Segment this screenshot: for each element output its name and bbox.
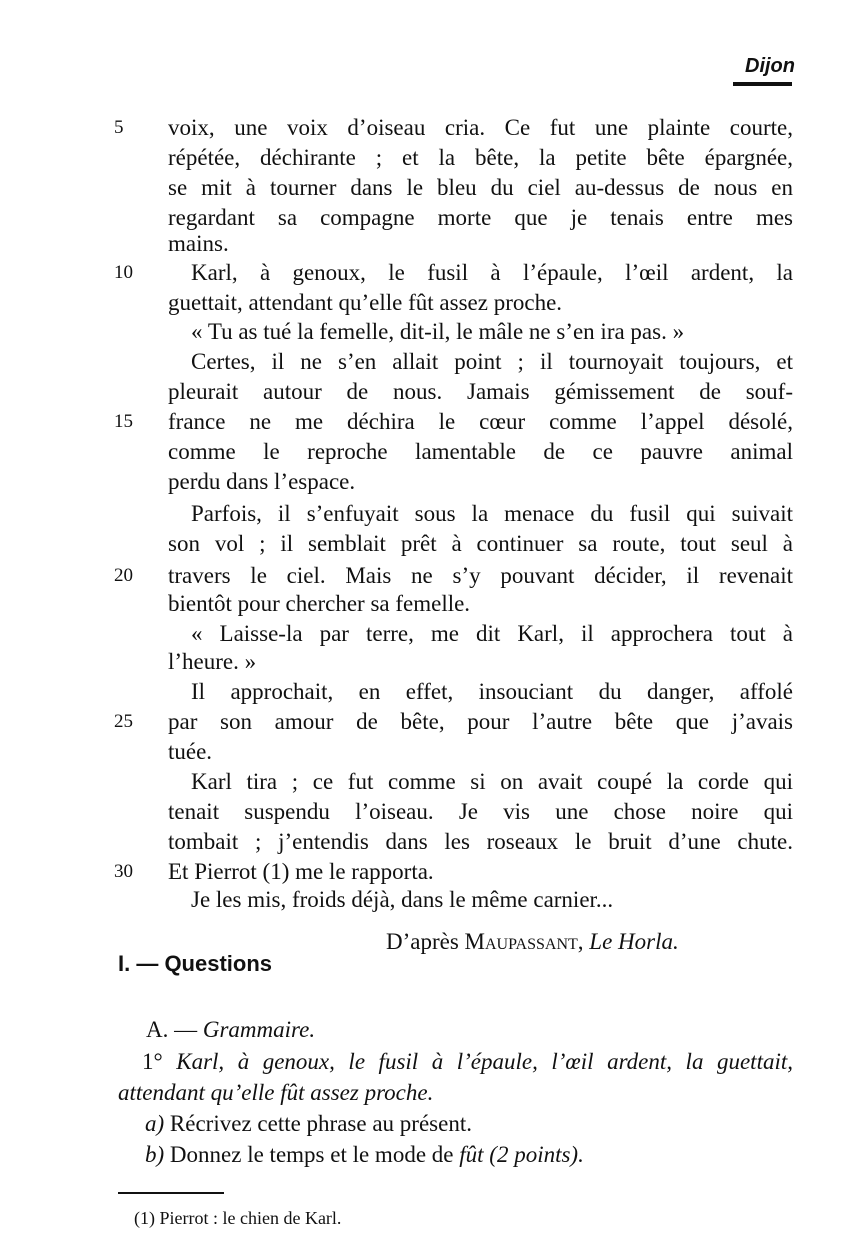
section-title: I. — Questions <box>118 951 273 976</box>
passage-line: tenait suspendu l’oiseau. Je vis une chose noire qui <box>168 799 793 824</box>
question-b-term: fût <box>459 1142 484 1167</box>
question-a <box>145 1108 472 1139</box>
question-1-text: Karl, à genoux, le fusil à l’épaule, l’œil ardent, la guettait, <box>176 1049 793 1074</box>
passage-line: perdu dans l’espace. <box>168 469 356 494</box>
passage-line: guettait, attendant qu’elle fût assez proche. <box>168 290 563 315</box>
question-b-points: (2 points). <box>489 1142 584 1167</box>
question-b-label: b) <box>145 1142 165 1167</box>
question-1-line-2: attendant qu’elle fût assez proche. <box>118 1080 434 1105</box>
question-b-text: Donnez le temps et le mode de <box>169 1142 454 1167</box>
question-1-number: 1° <box>142 1049 163 1074</box>
question-a-label: a) <box>145 1111 165 1136</box>
footnote: (1) Pierrot : le chien de Karl. <box>134 1208 342 1228</box>
passage-line: Certes, il ne s’en allait point ; il tournoyait toujours, et <box>191 349 793 374</box>
passage-line: son vol ; il semblait prêt à continuer sa route, tout seul à <box>168 531 793 556</box>
question-1-line-1 <box>142 1046 793 1077</box>
passage-line: voix, une voix d’oiseau cria. Ce fut une plainte courte, <box>168 115 793 140</box>
passage-line: tombait ; j’entendis dans les roseaux le bruit d’une chute. <box>168 829 793 854</box>
attribution-work: Le Horla. <box>589 929 679 954</box>
passage-line: Parfois, il s’enfuyait sous la menace du fusil qui suivait <box>191 501 793 526</box>
attribution <box>386 926 793 957</box>
attribution-prefix: D’après <box>386 929 459 954</box>
passage-line: Il approchait, en effet, insouciant du danger, affolé <box>191 679 793 704</box>
line-number: 15 <box>114 411 133 432</box>
passage-line: france ne me déchira le cœur comme l’appel désolé, <box>168 409 793 434</box>
passage-line: par son amour de bête, pour l’autre bête que j’avais <box>168 709 793 734</box>
passage-line: travers le ciel. Mais ne s’y pouvant décider, il revenait <box>168 563 793 588</box>
header-city: Dijon <box>745 55 795 77</box>
passage-line: Je les mis, froids déjà, dans le même carnier... <box>191 887 614 912</box>
question-a-text: Récrivez cette phrase au présent. <box>169 1111 472 1136</box>
passage-line: « Tu as tué la femelle, dit-il, le mâle ne s’en ira pas. » <box>191 319 685 344</box>
line-number: 30 <box>114 861 133 882</box>
passage-line: pleurait autour de nous. Jamais gémissement de souf- <box>168 379 793 404</box>
line-number: 25 <box>114 711 133 732</box>
passage-line: mains. <box>168 231 229 256</box>
passage-line: comme le reproche lamentable de ce pauvre animal <box>168 439 793 464</box>
passage-line: se mit à tourner dans le bleu du ciel au-dessus de nous en <box>168 175 793 200</box>
attribution-author: Maupassant <box>464 929 578 954</box>
line-number: 10 <box>114 262 133 283</box>
subsection-label: A. — <box>146 1017 198 1042</box>
attribution-separator: , <box>577 929 584 954</box>
passage-line: répétée, déchirante ; et la bête, la petite bête épargnée, <box>168 145 793 170</box>
passage-line: Et Pierrot (1) me le rapporta. <box>168 859 434 884</box>
question-b <box>145 1139 584 1170</box>
passage-line: tuée. <box>168 739 213 764</box>
line-number: 20 <box>114 565 133 586</box>
passage-line: regardant sa compagne morte que je tenais entre mes <box>168 205 793 230</box>
passage-line: Karl, à genoux, le fusil à l’épaule, l’œil ardent, la <box>191 260 793 285</box>
passage-line: Karl tira ; ce fut comme si on avait coupé la corde qui <box>191 769 793 794</box>
passage-line: « Laisse-la par terre, me dit Karl, il approchera tout à <box>191 621 793 646</box>
footnote-rule <box>118 1192 224 1194</box>
line-number: 5 <box>114 117 124 138</box>
passage-line: bientôt pour chercher sa femelle. <box>168 591 471 616</box>
passage-line: l’heure. » <box>168 649 257 674</box>
header-underline <box>733 82 792 86</box>
subsection-title: Grammaire. <box>202 1017 316 1042</box>
subsection-heading <box>146 1014 315 1045</box>
